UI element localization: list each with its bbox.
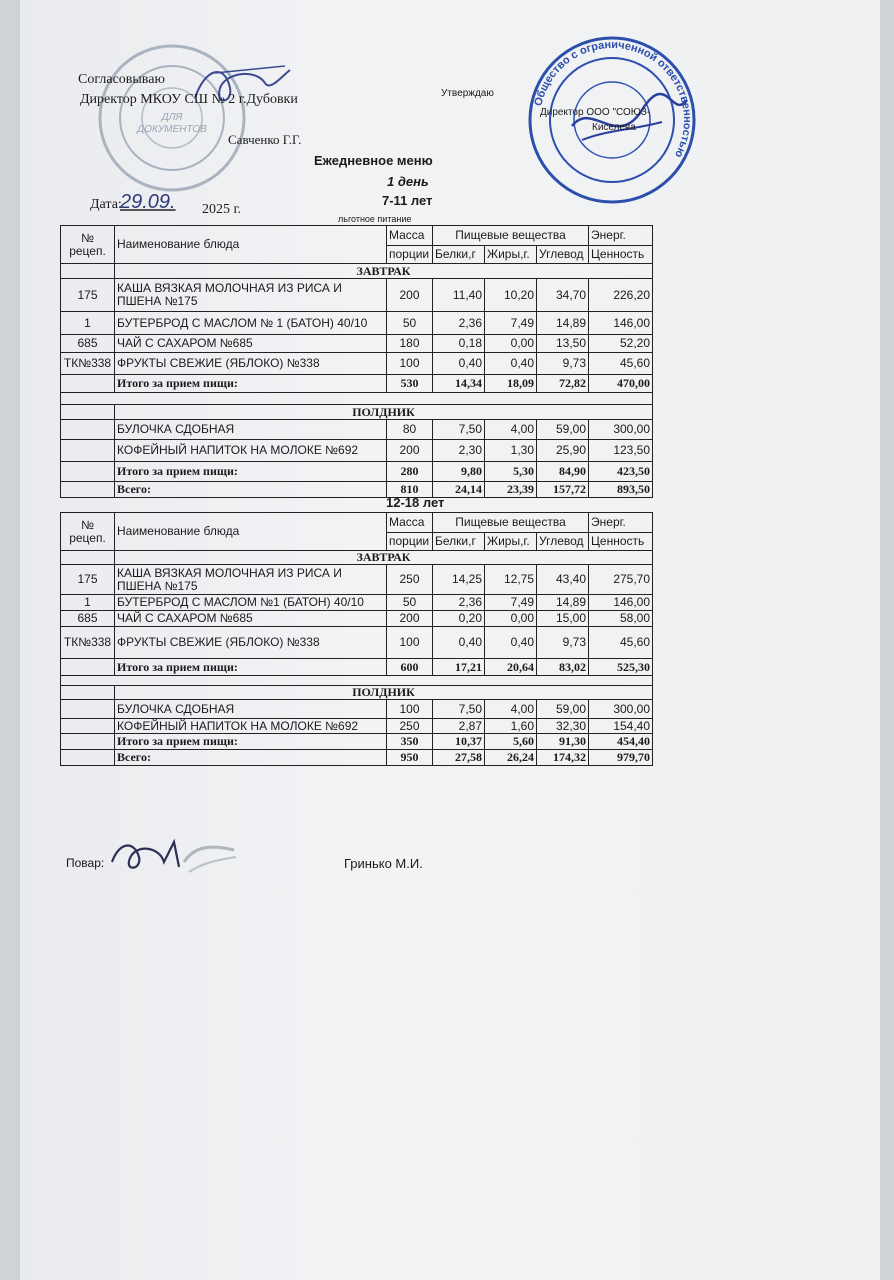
subsidy-note: льготное питание	[338, 214, 412, 224]
header-fat: Жиры,г.	[485, 533, 537, 551]
director-right-name: Киселева	[592, 122, 636, 133]
table-row: БУЛОЧКА СДОБНАЯ 80 7,50 4,00 59,00 300,00	[61, 420, 653, 440]
header-dish-name: Наименование блюда	[115, 226, 387, 264]
header-recipe-no: № рецеп.	[61, 513, 115, 551]
table-row: ТК№338 ФРУКТЫ СВЕЖИЕ (ЯБЛОКО) №338 100 0,40 0,40 9,73 45,60	[61, 353, 653, 375]
table-row: 1 БУТЕРБРОД С МАСЛОМ №1 (БАТОН) 40/10 50 2,36 7,49 14,89 146,00	[61, 595, 653, 611]
table-row: КОФЕЙНЫЙ НАПИТОК НА МОЛОКЕ №692 250 2,87 1,60 32,30 154,40	[61, 719, 653, 734]
header-carbs: Углевод	[537, 533, 589, 551]
header-nutrients: Пищевые вещества	[433, 226, 589, 246]
table-row: 175 КАША ВЯЗКАЯ МОЛОЧНАЯ ИЗ РИСА И ПШЕНА №175 250 14,25 12,75 43,40 275,70	[61, 565, 653, 595]
table-row: 685 ЧАЙ С САХАРОМ №685 180 0,18 0,00 13,50 52,20	[61, 335, 653, 353]
svg-text:ДОКУМЕНТОВ: ДОКУМЕНТОВ	[137, 124, 207, 135]
section-breakfast: ЗАВТРАК	[115, 551, 653, 565]
breakfast-total-row: Итого за прием пищи: 600 17,21 20,64 83,02 525,30	[61, 659, 653, 676]
header-protein: Белки,г	[433, 246, 485, 264]
agree-label: Согласовываю	[78, 72, 165, 87]
table-row: ТК№338 ФРУКТЫ СВЕЖИЕ (ЯБЛОКО) №338 100 0,40 0,40 9,73 45,60	[61, 627, 653, 659]
grand-total-row: Всего: 810 24,14 23,39 157,72 893,50	[61, 482, 653, 498]
breakfast-total-row: Итого за прием пищи: 530 14,34 18,09 72,82 470,00	[61, 375, 653, 393]
header-energy-value: Ценность	[589, 246, 653, 264]
header-energy-value: Ценность	[589, 533, 653, 551]
header-mass-portion: порции	[387, 533, 433, 551]
section-snack: ПОЛДНИК	[115, 405, 653, 420]
table-row: 685 ЧАЙ С САХАРОМ №685 200 0,20 0,00 15,00 58,00	[61, 611, 653, 627]
header-mass: Масса	[387, 226, 433, 246]
grand-total-row: Всего: 950 27,58 26,24 174,32 979,70	[61, 750, 653, 766]
cook-signature	[104, 832, 244, 882]
date-handwritten: 29.09.	[120, 191, 176, 213]
section-breakfast: ЗАВТРАК	[115, 264, 653, 279]
header-nutrients: Пищевые вещества	[433, 513, 589, 533]
approve-label: Утверждаю	[441, 88, 494, 99]
age-group-2: 12-18 лет	[386, 495, 445, 510]
date-label: Дата:	[90, 197, 122, 212]
director-left-name: Савченко Г.Г.	[228, 132, 302, 147]
snack-total-row: Итого за прием пищи: 350 10,37 5,60 91,30 454,40	[61, 734, 653, 750]
header-energy: Энерг.	[589, 513, 653, 533]
company-stamp	[522, 30, 702, 210]
table-row: 1 БУТЕРБРОД С МАСЛОМ № 1 (БАТОН) 40/10 50 2,36 7,49 14,89 146,00	[61, 312, 653, 335]
header-dish-name: Наименование блюда	[115, 513, 387, 551]
table-row: 175 КАША ВЯЗКАЯ МОЛОЧНАЯ ИЗ РИСА И ПШЕНА №175 200 11,40 10,20 34,70 226,20	[61, 279, 653, 312]
header-mass: Масса	[387, 513, 433, 533]
header-protein: Белки,г	[433, 533, 485, 551]
day-label: 1 день	[387, 174, 429, 189]
age-group-1: 7-11 лет	[382, 193, 433, 208]
header-energy: Энерг.	[589, 226, 653, 246]
menu-table-7-11	[60, 225, 653, 498]
snack-total-row: Итого за прием пищи: 280 9,80 5,30 84,90 423,50	[61, 462, 653, 482]
header-carbs: Углевод	[537, 246, 589, 264]
table-row: КОФЕЙНЫЙ НАПИТОК НА МОЛОКЕ №692 200 2,30 1,30 25,90 123,50	[61, 440, 653, 462]
section-snack: ПОЛДНИК	[115, 686, 653, 700]
cook-name: Гринько М.И.	[344, 856, 423, 871]
date-year: 2025 г.	[202, 202, 242, 217]
svg-text:Общество с ограниченной ответс: Общество с ограниченной ответственностью	[532, 38, 694, 160]
header-recipe-no: № рецеп.	[61, 226, 115, 264]
table-row: БУЛОЧКА СДОБНАЯ 100 7,50 4,00 59,00 300,00	[61, 700, 653, 719]
cook-label: Повар:	[66, 856, 105, 870]
director-right: Директор ООО "СОЮЗ-	[540, 107, 651, 118]
header-fat: Жиры,г.	[485, 246, 537, 264]
director-left: Директор МКОУ СШ № 2 г.Дубовки	[80, 92, 298, 107]
header-mass-portion: порции	[387, 246, 433, 264]
page-title: Ежедневное меню	[314, 153, 433, 168]
svg-text:ДЛЯ: ДЛЯ	[161, 112, 183, 123]
menu-table-12-18	[60, 512, 653, 766]
